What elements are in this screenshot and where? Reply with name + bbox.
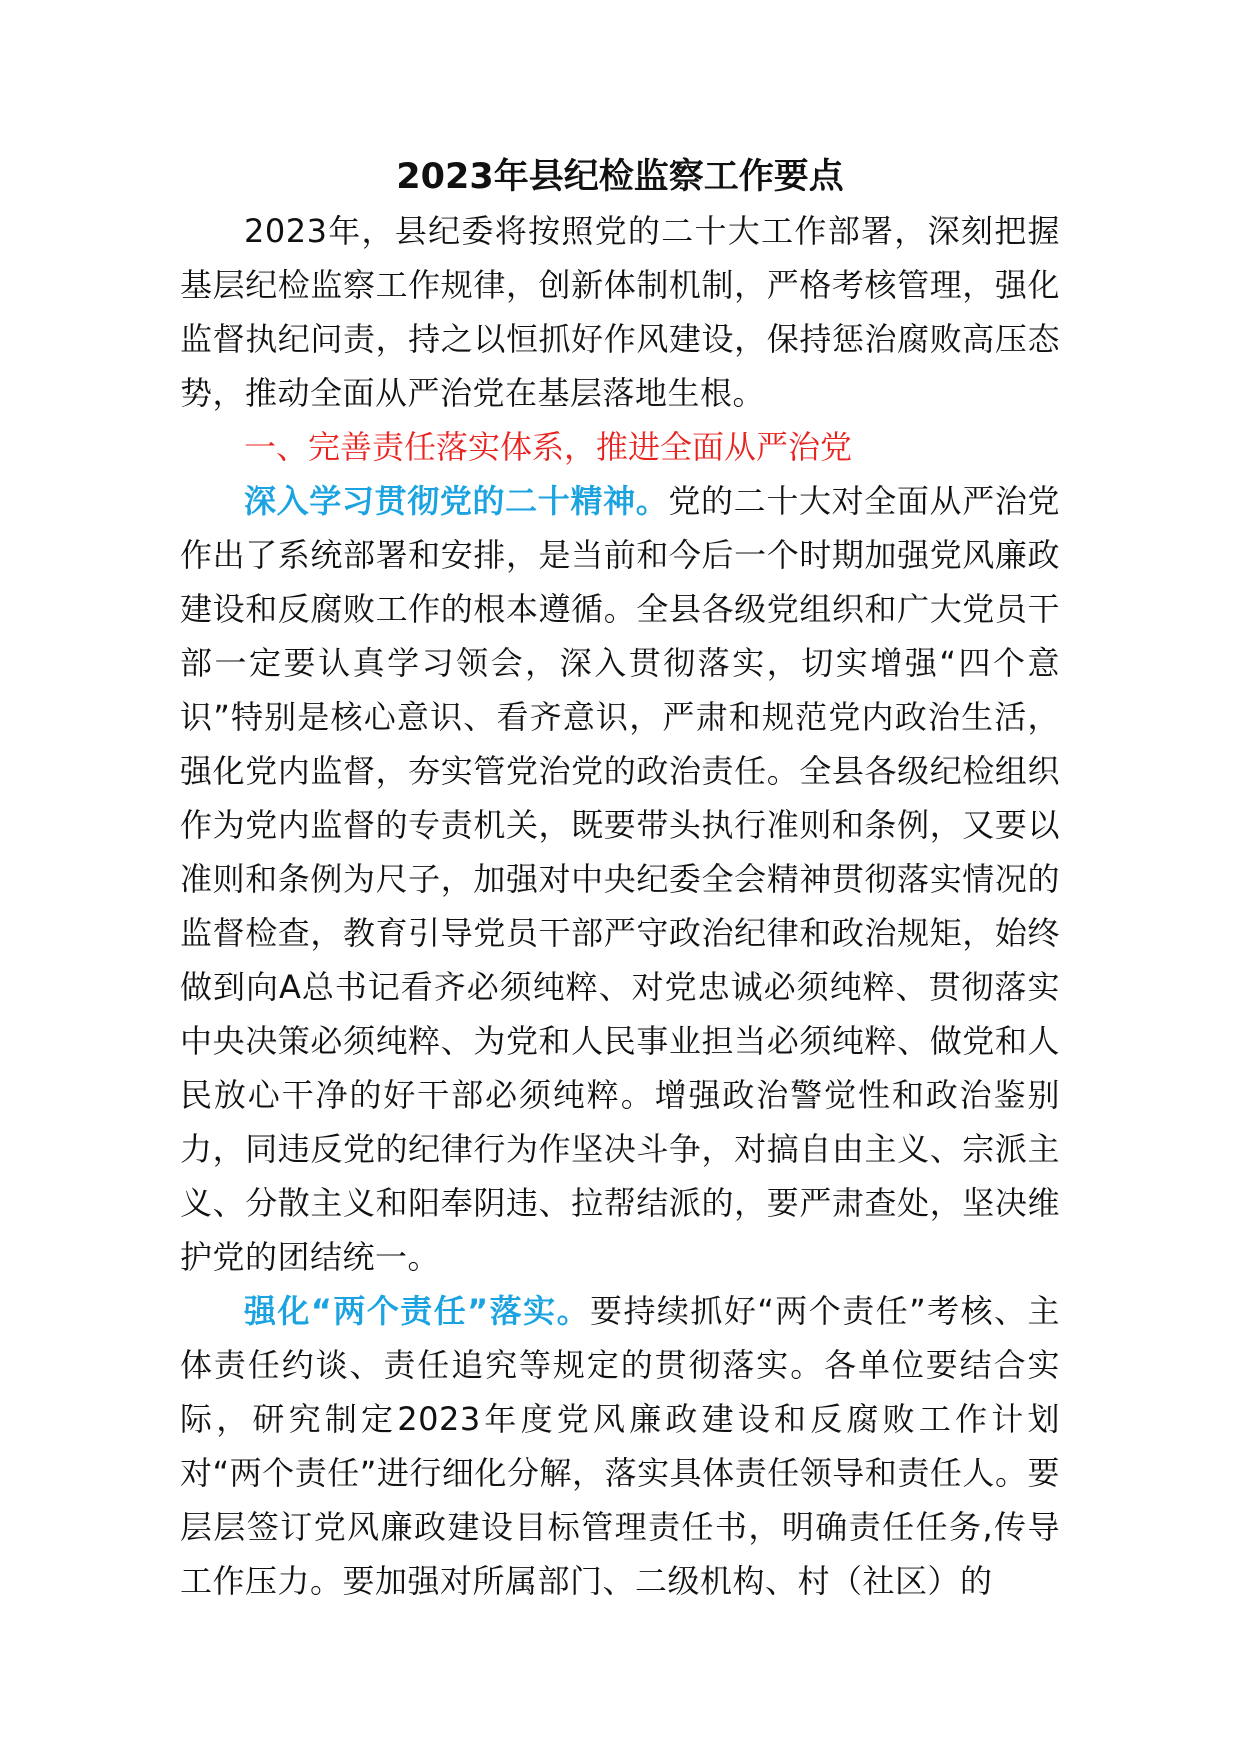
paragraph-two-responsibilities (180, 1284, 1060, 1608)
document-title: 2023年县纪检监察工作要点 (396, 157, 844, 197)
paragraph-body: 党的二十大对全面从严治党作出了系统部署和安排，是当前和今后一个时期加强党风廉政建设和反腐败工作的根本遵循。全县各级党组织和广大党员干部一定要认真学习领会，深入贯彻落实，切实增强“四个意识”特别是核心意识、看齐意识，严肃和规范党内政治生活，强化党内监督，夯实管党治党的政治责任。全县各级纪检组织作为党内监督的专责机关，既要带头执行准则和条例，又要以准则和条例为尺子，加强对中央纪委全会精神贯彻落实情况的监督检查，教育引导党员干部严守政治纪律和政治规矩，始终做到向A总书记看齐必须纯粹、对党忠诚必须纯粹、贯彻落实中央决策必须纯粹、为党和人民事业担当必须纯粹、做党和人民放心干净的好干部必须纯粹。增强政治警觉性和政治鉴别力，同违反党的纪律行为作坚决斗争，对搞自由主义、宗派主义、分散主义和阳奉阴违、拉帮结派的，要严肃查处，坚决维护党的团结统一。 (180, 482, 1060, 1276)
paragraph-lead: 强化“两个责任”落实。 (244, 1292, 591, 1330)
intro-paragraph: 2023年，县纪委将按照党的二十大工作部署，深刻把握基层纪检监察工作规律，创新体制机制，严格考核管理，强化监督执纪问责，持之以恒抓好作风建设，保持惩治腐败高压态势，推动全面从严治党在基层落地生根。 (180, 212, 1060, 412)
paragraph-study-spirit (180, 474, 1060, 1284)
document-page (180, 150, 1060, 1608)
paragraph-body: 要持续抓好“两个责任”考核、主体责任约谈、责任追究等规定的贯彻落实。各单位要结合实际，研究制定2023年度党风廉政建设和反腐败工作计划对“两个责任”进行细化分解，落实具体责任领导和责任人。要层层签订党风廉政建设目标管理责任书，明确责任任务,传导工作压力。要加强对所属部门、二级机构、村（社区）的 (180, 1292, 1060, 1600)
paragraph-lead: 深入学习贯彻党的二十精神。 (244, 482, 669, 520)
section-heading: 一、完善责任落实体系，推进全面从严治党 (244, 428, 853, 466)
